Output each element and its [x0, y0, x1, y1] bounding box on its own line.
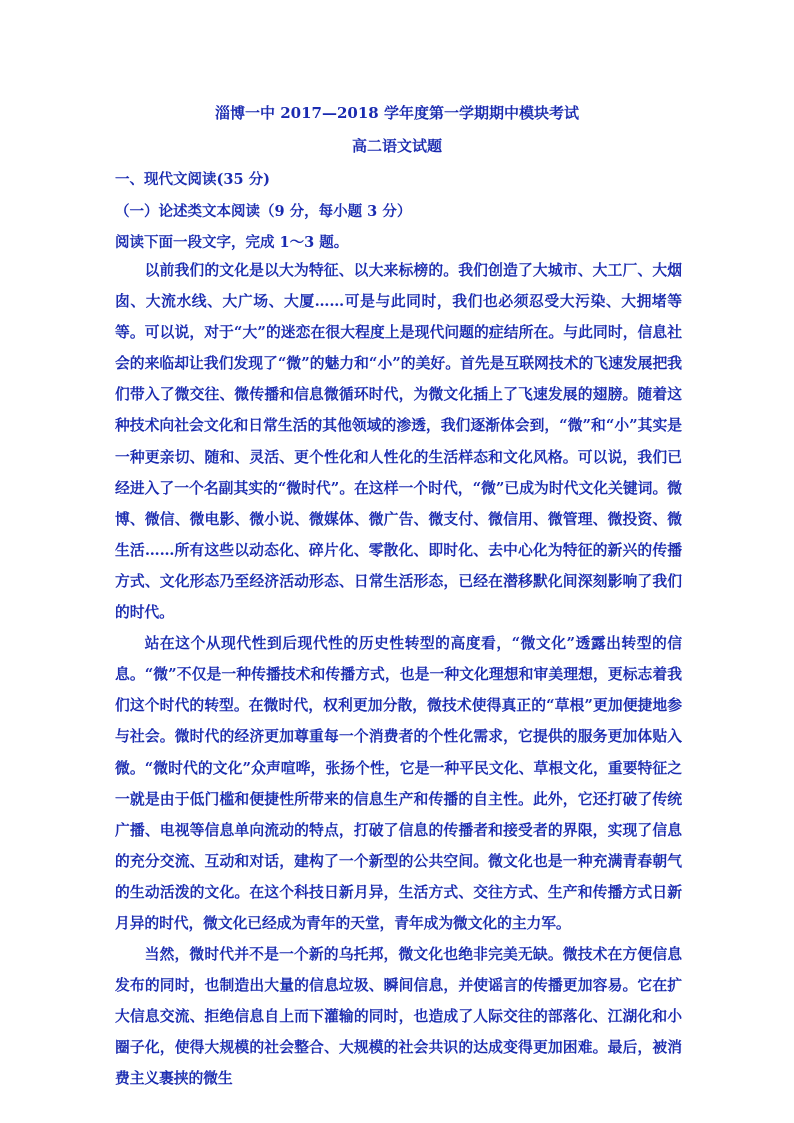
reading-instruction: 阅读下面一段文字，完成 1～3 题。 [115, 234, 349, 251]
exam-title: 淄博一中 2017—2018 学年度第一学期期中模块考试 [215, 104, 579, 122]
reading-passage [115, 255, 682, 1095]
passage-paragraph-3: 当然，微时代并不是一个新的乌托邦，微文化也绝非完美无缺。微技术在方便信息发布的同时，也制造出大量的信息垃圾、瞬间信息，并使谣言的传播更加容易。它在扩大信息交流、拒绝信息自上而下灌输的同时，也造成了人际交往的部落化、江湖化和小圈子化，使得大规模的社会整合、大规模的社会共识的达成变得更加困难。最后，被消费主义裹挟的微生 [115, 946, 682, 1088]
subsection-heading: （一）论述类文本阅读（9 分，每小题 3 分） [115, 203, 412, 220]
exam-subtitle: 高二语文试题 [351, 137, 442, 155]
section-heading: 一、现代文阅读(35 分) [115, 171, 270, 188]
passage-paragraph-2: 站在这个从现代性到后现代性的历史性转型的高度看，“微文化”透露出转型的信息。“微”不仅是一种传播技术和传播方式，也是一种文化理想和审美理想，更标志着我们这个时代的转型。在微时代，权利更加分散，微技术使得真正的“草根”更加便捷地参与社会。微时代的经济更加尊重每一个消费者的个性化需求，它提供的服务更加体贴入微。“微时代的文化”众声喧哗，张扬个性，它是一种平民文化、草根文化，重要特征之一就是由于低门槛和便捷性所带来的信息生产和传播的自主性。此外，它还打破了传统广播、电视等信息单向流动的特点，打破了信息的传播者和接受者的界限，实现了信息的充分交流、互动和对话，建构了一个新型的公共空间。微文化也是一种充满青春朝气的生动活泼的文化。在这个科技日新月异，生活方式、交往方式、生产和传播方式日新月异的时代，微文化已经成为青年的天堂，青年成为微文化的主力军。 [115, 635, 682, 932]
passage-paragraph-1: 以前我们的文化是以大为特征、以大来标榜的。我们创造了大城市、大工厂、大烟囱、大流水线、大广场、大厦……可是与此同时，我们也必须忍受大污染、大拥堵等等。可以说，对于“大”的迷恋在很大程度上是现代问题的症结所在。与此同时，信息社会的来临却让我们发现了“微”的魅力和“小”的美好。首先是互联网技术的飞速发展把我们带入了微交往、微传播和信息微循环时代，为微文化插上了飞速发展的翅膀。随着这种技术向社会文化和日常生活的其他领域的渗透，我们逐渐体会到，“微”和“小”其实是一种更亲切、随和、灵活、更个性化和人性化的生活样态和文化风格。可以说，我们已经进入了一个名副其实的“微时代”。在这样一个时代，“微”已成为时代文化关键词。微博、微信、微电影、微小说、微媒体、微广告、微支付、微信用、微管理、微投资、微生活……所有这些以动态化、碎片化、零散化、即时化、去中心化为特征的新兴的传播方式、文化形态乃至经济活动形态、日常生活形态，已经在潜移默化间深刻影响了我们的时代。 [115, 262, 682, 622]
